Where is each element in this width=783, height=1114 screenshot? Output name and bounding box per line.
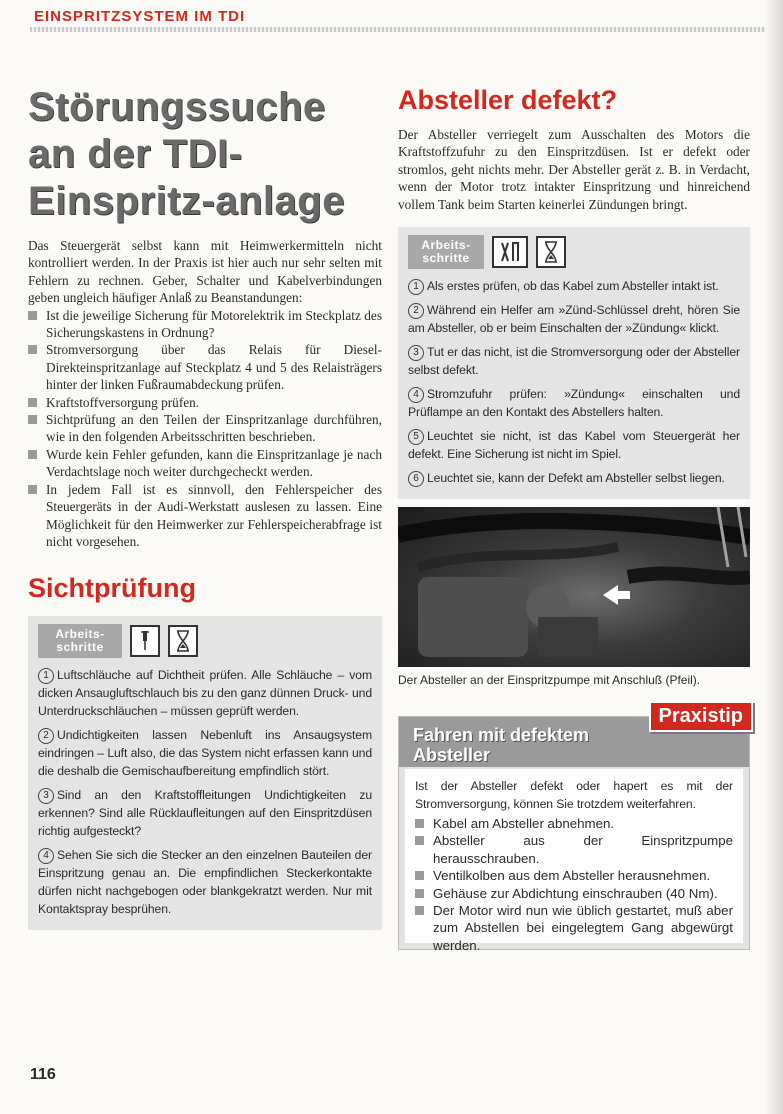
arrow-left-icon: [603, 585, 630, 605]
step-item: 1 Als erstes prüfen, ob das Kabel zum Absteller intakt ist.: [408, 277, 740, 295]
page-edge-shadow: [765, 0, 783, 1114]
steps-tag: Arbeits-schritte: [408, 235, 484, 269]
steps-header: [408, 235, 740, 269]
steps-tag: Arbeits-schritte: [38, 624, 122, 658]
praxistip-badge: Praxistip: [649, 701, 753, 732]
step-item: 2 Während ein Helfer am »Zünd-Schlüssel dreht, hören Sie am Absteller, ob er beim Einschalten der »Zündung« klickt.: [408, 303, 740, 336]
list-item: Absteller aus der Einspritzpumpe herausschrauben.: [415, 832, 733, 867]
step-item: 3 Sind an den Kraftstoffleitungen Undichtigkeiten zu erkennen? Sind alle Rücklaufleitungen auf den Einspritzdüsen richtig aufgesteckt?: [38, 788, 372, 839]
left-bullet-list: [28, 307, 382, 551]
main-title-text: Störungssuche an der TDI-Einspritz-anlage: [28, 85, 345, 223]
list-item: Gehäuse zur Abdichtung einschrauben (40 Nm).: [415, 885, 733, 902]
right-intro: Der Absteller verriegelt zum Ausschalten des Motors die Kraftstoffzufuhr zu den Einspritzdüsen. Ist er defekt oder stromlos, geht nichts mehr. Der Absteller gerät z. B. in Verdacht, wenn der Motor trotz intakter Einspritzung und hinreichend vollem Tank beim Starten keinerlei Zündungen bringt.: [398, 127, 750, 212]
list-item: Ventilkolben aus dem Absteller herausnehmen.: [415, 867, 733, 884]
main-title: [28, 84, 382, 225]
list-item: Ist die jeweilige Sicherung für Motorelektrik im Steckplatz des Sicherungskastens in Ordnung?: [28, 307, 382, 342]
steps-box-left: [28, 616, 382, 930]
list-item: Stromversorgung über das Relais für Diesel-Direkteinspritzanlage auf Steckplatz 4 und 5 des Relaisträgers hinter der linken Fußraumabdeckung prüfen.: [28, 341, 382, 393]
steps-header: [38, 624, 372, 658]
tip-bullet-list: [415, 815, 733, 954]
photo-caption: Der Absteller an der Einspritzpumpe mit Anschluß (Pfeil).: [398, 673, 701, 688]
bullet-square-icon: [415, 889, 424, 898]
praxistip-box: [398, 705, 750, 953]
bullet-square-icon: [28, 345, 37, 354]
tip-intro: Ist der Absteller defekt oder hapert es mit der Stromversorgung, können Sie trotzdem weiterfahren.: [415, 779, 733, 812]
tip-body: [405, 769, 743, 953]
steps-box-right: [398, 227, 750, 499]
engine-photo-drawing: [398, 507, 750, 667]
step-item: 4 Sehen Sie sich die Stecker an den einzelnen Bauteilen der Einspritzung genau an. Die empfindlichen Steckerkontakte dürfen nicht nachgebogen oder blankgekratzt werden. Nur mit Kontaktspray besprühen.: [38, 848, 372, 917]
step-item: 2 Undichtigkeiten lassen Nebenluft ins Ansaugsystem eindringen – Luft also, die das System nicht erfassen kann und die deshalb die Gemischaufbereitung empfindlich stört.: [38, 728, 372, 779]
right-column: [398, 84, 750, 953]
header-title: EINSPRITZSYSTEM IM TDI: [34, 8, 246, 25]
list-item: In jedem Fall ist es sinnvoll, den Fehlerspeicher des Steuergeräts in der Audi-Werkstatt auslesen zu lassen. Eine Möglichkeit für den Heimwerker zur Fehlerspeicherabfrage ist nicht vorgesehen.: [28, 481, 382, 551]
running-header: [0, 0, 783, 34]
wrench-pliers-icon: [492, 236, 528, 268]
engine-photo: [398, 507, 750, 667]
step-item: 4 Stromzufuhr prüfen: »Zündung« einschalten und Prüflampe an den Kontakt des Abstellers halten.: [408, 387, 740, 420]
list-item: Kabel am Absteller abnehmen.: [415, 815, 733, 832]
section-title-sichtpruefung: Sichtprüfung: [28, 573, 196, 604]
list-item: Der Motor wird nun wie üblich gestartet, muß aber zum Abstellen bei eingelegtem Gang abgewürgt werden.: [415, 902, 733, 954]
bullet-square-icon: [28, 485, 37, 494]
tip-title: Fahren mit defektem Absteller: [413, 725, 590, 766]
hourglass-icon: [168, 625, 198, 657]
header-rule: [30, 27, 765, 32]
section-title-absteller: Absteller defekt?: [398, 85, 618, 115]
bullet-square-icon: [415, 819, 424, 828]
hourglass-icon: [536, 236, 566, 268]
step-item: 5 Leuchtet sie nicht, ist das Kabel vom Steuergerät her defekt. Eine Sicherung ist nicht im Spiel.: [408, 429, 740, 462]
bullet-square-icon: [28, 450, 37, 459]
bullet-square-icon: [415, 836, 424, 845]
left-column: [28, 84, 382, 930]
list-item: Sichtprüfung an den Teilen der Einspritzanlage durchführen, wie in den folgenden Arbeitsschritten beschrieben.: [28, 411, 382, 446]
screwdriver-icon: [130, 625, 160, 657]
list-item: Wurde kein Fehler gefunden, kann die Einspritzanlage je nach Verdachtslage noch weiter durchgecheckt werden.: [28, 446, 382, 481]
bullet-square-icon: [28, 415, 37, 424]
list-item: Kraftstoffversorgung prüfen.: [28, 394, 382, 411]
left-intro: Das Steuergerät selbst kann mit Heimwerkermitteln nicht kontrolliert werden. In der Praxis ist hier auch nur sehr selten mit Fehlern zu rechnen. Geber, Schalter und Kabelverbindungen geben ungleich häufiger Anlaß zu Beanstandungen:: [28, 238, 382, 306]
bullet-square-icon: [28, 311, 37, 320]
page-number: 116: [30, 1066, 56, 1083]
step-item: 6 Leuchtet sie, kann der Defekt am Absteller selbst liegen.: [408, 469, 740, 487]
bullet-square-icon: [415, 871, 424, 880]
bullet-square-icon: [415, 906, 424, 915]
bullet-square-icon: [28, 398, 37, 407]
step-item: 3 Tut er das nicht, ist die Stromversorgung oder der Absteller selbst defekt.: [408, 345, 740, 378]
step-item: 1 Luftschläuche auf Dichtheit prüfen. Alle Schläuche – vom dicken Ansaugluftschlauch bis zu den ganz dünnen Druck- und Unterdruckschläuchen – müssen geprüft werden.: [38, 668, 372, 719]
